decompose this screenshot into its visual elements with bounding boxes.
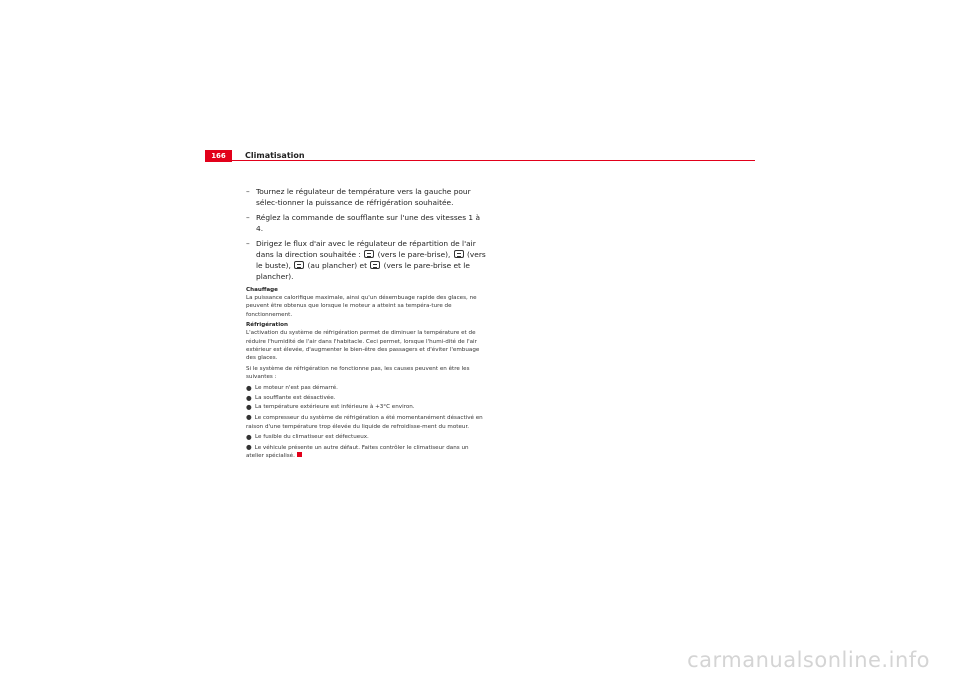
paragraph: La puissance calorifique maximale, ainsi qu'un désembuage rapide des glaces, ne peuvent être obtenus que lorsque le moteur a atteint sa tempéra-ture de fonctionnement. [246, 295, 477, 318]
heating-section [246, 286, 486, 319]
cooling-section [246, 321, 486, 460]
instruction-step [246, 212, 486, 234]
list-item [246, 394, 486, 402]
step-text: Réglez la commande de soufflante sur l'une des vitesses 1 à 4. [256, 213, 480, 233]
page-header [205, 150, 755, 162]
step-text: Tournez le régulateur de température vers la gauche pour sélec-tionner la puissance de réfrigération souhaitée. [256, 187, 471, 207]
paragraph: L'activation du système de réfrigération permet de diminuer la température et de réduire l'humidité de l'air dans l'habitacle. Ceci permet, lorsque l'humi-dité de l'air extérieur est élevée, d'augmenter le bien-être des passagers et d'éviter l'embuage des glaces. [246, 330, 480, 362]
step-dash: – [246, 213, 250, 222]
list-item [246, 403, 486, 411]
step-text: (au plancher) et [305, 261, 370, 270]
header-rule [205, 160, 755, 161]
list-item [246, 443, 486, 461]
step-text: (vers le buste), [256, 250, 486, 270]
instruction-step [246, 238, 486, 282]
list-item-text: Le moteur n'est pas démarré. [255, 384, 338, 391]
list-item-text: Le compresseur du système de réfrigération a été momentanément désactivé en raison d'une température trop élevée du liquide de refroidisse-ment du moteur. [246, 415, 483, 430]
step-dash: – [246, 187, 250, 196]
bullet-icon: ● [246, 393, 252, 402]
paragraph: Si le système de réfrigération ne fonctionne pas, les causes peuvent en être les suivantes : [246, 365, 470, 381]
watermark: carmanualsonline.info [687, 648, 930, 672]
chapter-title: Climatisation [245, 151, 305, 160]
chest-airflow-icon [454, 250, 464, 258]
main-content [246, 186, 486, 462]
list-item [246, 384, 486, 392]
bullet-icon: ● [246, 403, 252, 412]
list-item-text: La température extérieure est inférieure à +3°C environ. [255, 404, 415, 411]
bullet-icon: ● [246, 383, 252, 392]
step-text: Dirigez le flux d'air avec le régulateur de répartition de l'air dans la direction souhaitée : [256, 239, 476, 259]
list-item [246, 413, 486, 431]
instruction-step [246, 186, 486, 208]
step-text: (vers le pare-brise), [375, 250, 453, 259]
step-dash: – [246, 239, 250, 248]
floor-airflow-icon [294, 261, 304, 269]
list-item [246, 433, 486, 441]
end-of-section-icon [297, 452, 302, 457]
bullet-icon: ● [246, 432, 252, 441]
bullet-icon: ● [246, 413, 252, 422]
page-number: 166 [205, 150, 232, 162]
bullet-icon: ● [246, 442, 252, 451]
section-title: Chauffage [246, 287, 278, 293]
windshield-floor-airflow-icon [370, 261, 380, 269]
step-text: (vers le pare-brise et le plancher). [256, 261, 470, 281]
windshield-airflow-icon [364, 250, 374, 258]
section-title: Réfrigération [246, 322, 288, 329]
list-item-text: Le fusible du climatiseur est défectueux. [255, 433, 369, 440]
list-item-text: Le véhicule présente un autre défaut. Faites contrôler le climatiseur dans un atelier spécialisé. [246, 444, 469, 459]
list-item-text: La soufflante est désactivée. [255, 394, 336, 401]
